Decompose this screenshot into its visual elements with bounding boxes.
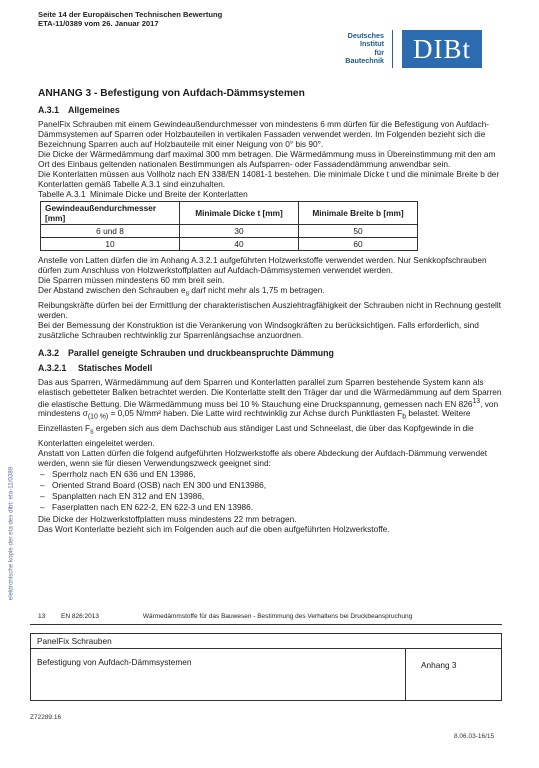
section-title: Allgemeines <box>68 105 120 115</box>
text-run: darf nicht mehr als 1,75 m betragen. <box>189 285 325 295</box>
paragraph: PanelFix Schrauben mit einem Gewindeaußendurchmesser von mindestens 6 mm dürfen für die Befestigung von Aufdach-Dämmsystemen auf Sparren oder Holzbauteilen in vertikalen Fassaden verwendet werden. Im Folgenden bezieht sich die Bezeichnung Sparren auch auf Holzbauteile mit einer Neigung von 0° bis 90°. <box>38 119 490 149</box>
footnote-number: 13 <box>38 613 46 620</box>
footnote-ref: 13 <box>472 397 481 405</box>
footnote <box>38 613 412 620</box>
text-run: Der Abstand zwischen den Schrauben e <box>38 285 186 295</box>
list-item: – Faserplatten nach EN 622-2, EN 622-3 und EN 13986. <box>38 502 508 512</box>
table-header-cell: Minimale Breite b [mm] <box>299 202 418 225</box>
table-cell: 6 und 8 <box>41 225 180 238</box>
logo-line-4: Bautechnik <box>345 56 384 66</box>
logo-line-2: Institut <box>360 39 384 49</box>
table-header-cell: Minimale Dicke t [mm] <box>180 202 299 225</box>
subscript: (10 %) <box>87 414 109 422</box>
subscript: b <box>402 414 407 422</box>
date-code: 8.06.03-16/15 <box>454 733 495 740</box>
paragraph: Die Dicke der Wärmedämmung darf maximal 300 mm betragen. Die Wärmedämmung muss in Übereinstimmung mit den am Ort des Einbaus geltenden nationalen Bestimmungen als Aufsparren- oder Fassadendämmung anwendbar sein. <box>38 149 496 169</box>
side-watermark <box>4 452 18 622</box>
logo-line-1: Deutsches <box>347 31 384 40</box>
paragraph: Anstelle von Latten dürfen die im Anhang A.3.2.1 aufgeführten Holzwerkstoffe verwendet werden. Nur Senkkopfschrauben dürfen zum Anschluss von Holzwerkstoffplatten auf Aufdach-Dämmsystemen verwendet werden. <box>38 255 487 275</box>
section-a31-heading <box>38 105 508 116</box>
text-run: belastet. Weitere Einzellasten F <box>38 408 471 434</box>
paragraph: Bei der Bemessung der Konstruktion ist die Verankerung von Windsogkräften zu berücksichtigen. Falls erforderlich, sind zusätzliche Schrauben rechtwinklig zur Sparrenlängsachse anzuordnen. <box>38 319 479 340</box>
table-header-cell: Gewindeaußendurchmesser [mm] <box>41 202 180 225</box>
logo-mark: DIBt <box>402 30 482 68</box>
table-header-row <box>41 202 418 225</box>
paragraph: Die Konterlatten müssen aus Vollholz nach EN 338/EN 14081-1 bestehen. Die minimale Dicke t und die minimale Breite b der Konterlatten gemäß Tabelle A.3.1 sind einzuhalten. <box>38 169 500 189</box>
list-item: – Spanplatten nach EN 312 and EN 13986, <box>38 491 508 501</box>
footnote-text: Wärmedämmstoffe für das Bauwesen - Bestimmung des Verhaltens bei Druckbeanspruchung <box>142 613 413 620</box>
section-a32-heading <box>38 348 508 359</box>
table-caption <box>38 189 508 199</box>
table-row <box>41 225 418 238</box>
subscript: s <box>90 428 94 436</box>
table-number: Tabelle A.3.1 <box>38 189 86 199</box>
list-item: – Oriented Strand Board (OSB) nach EN 300 und EN13986, <box>38 480 508 490</box>
text-run: , von mindestens σ <box>38 398 499 419</box>
logo-divider <box>392 30 393 68</box>
text-run: Das aus Sparren, Wärmedämmung auf dem Sparren und Konterlatten parallel zum Sparren bestehende System kann als elastisch gebetteter Balken betrachtet werden. Die Konterlatte stellt den Träger dar und die Wärmedämmung auf dem Sparren die elastische Bettung. Die Wärmedämmung muss bei 10 % Stauchung eine Druckspannung, gemessen nach EN 826 <box>38 376 502 409</box>
list-item: – Sperrholz nach EN 636 und EN 13986, <box>38 469 508 479</box>
header-eta-info: ETA-11/0389 vom 26. Januar 2017 <box>38 19 159 28</box>
paragraph: Die Dicke der Holzwerkstoffplatten muss mindestens 22 mm betragen. <box>38 513 297 524</box>
footer-annex-title: Befestigung von Aufdach-Dämmsystemen <box>37 657 192 667</box>
document-number: Z72289.16 <box>30 714 62 721</box>
table-cell: 10 <box>41 238 180 251</box>
table-caption-text: Minimale Dicke und Breite der Konterlatten <box>90 189 248 199</box>
section-number: A.3.1 <box>38 105 60 115</box>
paragraph <box>38 377 508 448</box>
table-row <box>41 238 418 251</box>
footer-product-row <box>31 634 501 649</box>
paragraph: Die Sparren müssen mindestens 60 mm breit sein. <box>38 275 225 285</box>
section-number: A.3.2.1 <box>38 362 67 373</box>
table-cell: 30 <box>180 225 299 238</box>
paragraph: Das Wort Konterlatte bezieht sich im Folgenden auch auf die oben aufgeführten Holzwerkstoffe. <box>38 523 390 534</box>
main-content <box>38 88 508 534</box>
logo-line-3: für <box>374 47 384 57</box>
footer-divider <box>405 648 406 701</box>
page-header <box>38 10 222 28</box>
section-number: A.3.2 <box>38 347 60 358</box>
footnote-reference: EN 826:2013 <box>61 613 99 620</box>
subscript: s <box>185 290 190 298</box>
paragraph: Anstatt von Latten dürfen die folgend aufgeführten Holzwerkstoffe als obere Abdeckung der Aufdach-Dämmung verwendet werden, wenn sie für diesen Verwendungszweck geeignet sind: <box>38 447 488 468</box>
section-title: Statisches Modell <box>78 362 153 373</box>
dibt-logo <box>318 30 484 68</box>
watermark-text: elektronische kopie der eta des dibt: eta-11/0389 <box>7 466 15 601</box>
paragraph: Reibungskräfte dürfen bei der Ermittlung der charakteristischen Ausziehtragfähigkeit der Schrauben nicht in Rechnung gestellt werden. <box>38 299 502 320</box>
table-cell: 50 <box>299 225 418 238</box>
paragraph <box>38 285 508 300</box>
text-run: = 0,05 N/mm² haben. Die Latte wird rechtwinklig zur Achse durch Punktlasten F <box>108 408 403 419</box>
footer-annex-number: Anhang 3 <box>421 660 457 670</box>
table-cell: 60 <box>299 238 418 251</box>
logo-institute-name <box>322 32 384 66</box>
section-a321-heading <box>38 363 508 374</box>
thickness-width-table <box>40 201 418 251</box>
wood-material-list <box>38 469 508 512</box>
annex-title: ANHANG 3 - Befestigung von Aufdach-Dämmsystemen <box>38 88 305 99</box>
header-page-info: Seite 14 der Europäischen Technischen Bewertung <box>38 10 223 19</box>
footer-product-name: PanelFix Schrauben <box>37 636 112 646</box>
table-cell: 40 <box>180 238 299 251</box>
text-run: ergeben sich aus dem Dachschub aus ständiger Last und Schneelast, die über das Kopfgewinde in die Konterlatten eingeleitet werden. <box>38 423 474 448</box>
footnote-divider <box>30 624 502 625</box>
footer-box <box>30 633 502 701</box>
section-title: Parallel geneigte Schrauben und druckbeanspruchte Dämmung <box>68 347 334 358</box>
